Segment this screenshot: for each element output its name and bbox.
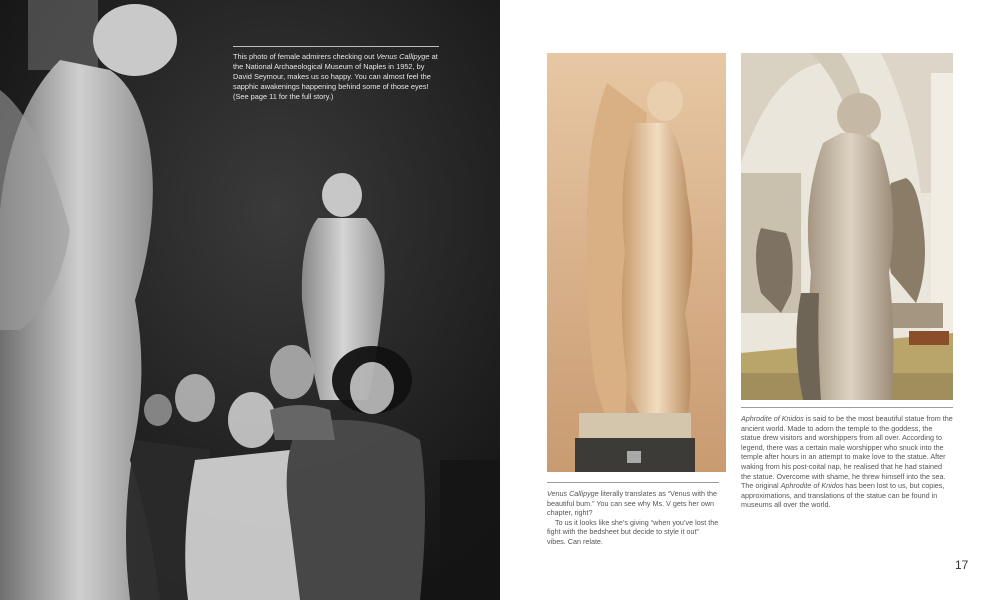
caption-b-title: Aphrodite of Knidos bbox=[741, 414, 804, 423]
caption-venus-callipyge bbox=[547, 482, 719, 547]
aphrodite-of-knidos-illustration bbox=[741, 53, 953, 400]
left-caption-text-2: at the National Archaeological Museum of Naples in 1952, by David Seymour, makes us so happy. You can almost feel the sapphic awakenings happening behind some of those eyes! (See page 11 for the full story.) bbox=[233, 52, 438, 101]
caption-b-text-1: is said to be the most beautiful statue from the ancient world. Made to adorn the temple to the goddess, the statue drew visitors and worshippers from all over. According to legend, there was a certain male worshipper who snuck into the temple after hours in an attempt to make love to the statue. After waking from his post-coital nap, he realised that he had stained the statue. Overcome with shame, he threw himself into the sea. The original bbox=[741, 414, 953, 491]
left-caption-title: Venus Callipyge bbox=[376, 52, 430, 61]
caption-a-text-1: literally translates as “Venus with the beautiful bum.” You can see why Ms. V gets her own chapter, right? bbox=[547, 489, 717, 518]
caption-b-text-2: has been lost to us, but copies, approximations, and translations of the statue can be found in museums all over the world. bbox=[741, 481, 945, 510]
caption-a-paragraph-2: To us it looks like she’s giving “when you’ve lost the fight with the bedsheet but decide to style it out” vibes. Can relate. bbox=[547, 517, 719, 546]
caption-aphrodite-of-knidos bbox=[741, 407, 953, 510]
left-caption-text-1: This photo of female admirers checking out bbox=[233, 52, 377, 61]
caption-a-paragraph-1 bbox=[547, 489, 719, 518]
caption-b-title-2: Aphrodite of Knidos bbox=[780, 481, 844, 491]
left-caption bbox=[233, 46, 439, 102]
caption-b-paragraph bbox=[741, 414, 953, 510]
caption-a-title: Venus Callipyge bbox=[547, 489, 599, 498]
venus-callipyge-illustration bbox=[547, 53, 726, 472]
page-number: 17 bbox=[955, 558, 969, 572]
aphrodite-of-knidos-photo bbox=[741, 53, 953, 400]
venus-callipyge-photo bbox=[547, 53, 726, 472]
